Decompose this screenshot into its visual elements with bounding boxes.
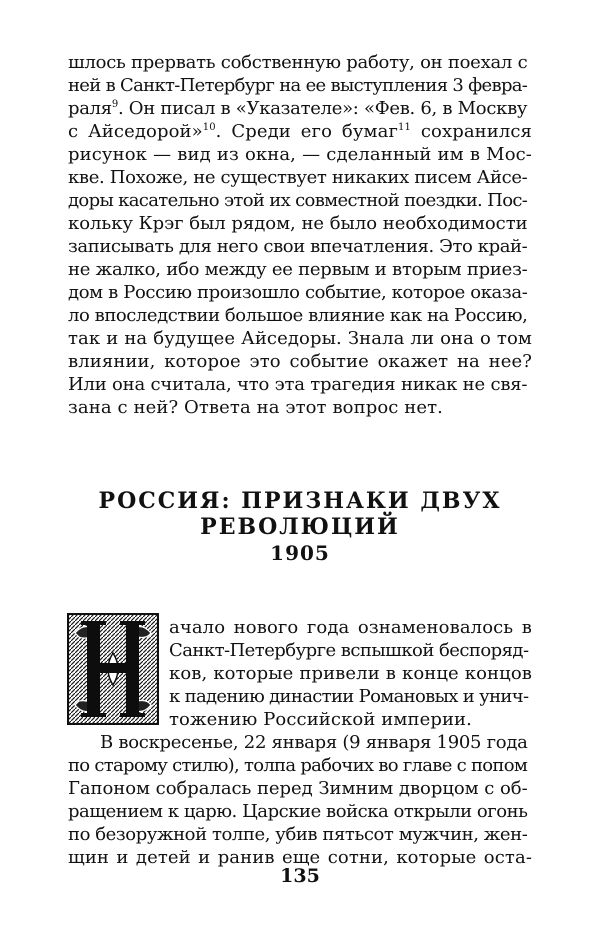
text-fragment: раля — [68, 98, 112, 119]
chapter-year: 1905 — [270, 541, 330, 565]
text-line: по старому стилю), толпа рабочих во главе с попом — [68, 755, 528, 776]
footnote-ref: 10 — [202, 122, 216, 133]
chapter-title-line2: РЕВОЛЮЦИЙ — [200, 514, 400, 540]
text-line: рисунок — вид из окна, — сделанный им в Мос- — [68, 144, 532, 165]
text-line: зана с ней? Ответа на этот вопрос нет. — [68, 397, 443, 418]
text-line: дом в Россию произошло событие, которое оказа- — [68, 282, 528, 303]
text-line: ков, которые привели в конце концов — [169, 663, 532, 684]
footnote-ref: 11 — [398, 122, 411, 133]
text-fragment: сохранился — [410, 121, 533, 142]
text-line: не жалко, ибо между ее первым и вторым приез- — [68, 259, 528, 280]
chapter-title-line1: РОССИЯ: ПРИЗНАКИ ДВУХ — [98, 488, 502, 514]
text-line: В воскресенье, 22 января (9 января 1905 года — [100, 732, 528, 753]
page-number: 135 — [280, 865, 320, 887]
text-line: по безоружной толпе, убив пятьсот мужчин, жен- — [68, 824, 528, 845]
text-line: доры касательно этой их совместной поездки. Пос- — [68, 190, 528, 211]
text-line: щин и детей и ранив еще сотни, которые оста- — [68, 847, 532, 868]
dropcap-letter — [159, 613, 160, 614]
footnote-ref: 9 — [111, 99, 118, 110]
text-line: шлось прервать собственную работу, он поехал с — [68, 52, 528, 73]
dropcap-ornament-icon — [67, 613, 159, 725]
text-line: влиянии, которое это событие окажет на нее? — [68, 351, 532, 372]
text-line: так и на будущее Айседоры. Знала ли она о том — [68, 328, 532, 349]
text-line: Санкт-Петербурге вспышкой беспоряд- — [169, 640, 529, 661]
ornamental-dropcap — [67, 613, 159, 725]
text-line: записывать для него свои впечатления. Это край- — [68, 236, 528, 257]
text-line: Или она считала, что эта трагедия никак не свя- — [68, 374, 528, 395]
text-line: кольку Крэг был рядом, не было необходимости — [68, 213, 528, 234]
text-line — [68, 121, 532, 143]
text-line: к падению династии Романовых и унич- — [169, 686, 529, 707]
text-fragment: . Среди его бумаг — [215, 121, 398, 142]
text-line: кве. Похоже, не существует никаких писем Айсе- — [68, 167, 528, 188]
text-line: Гапоном собралась перед Зимним дворцом с об- — [68, 778, 528, 799]
text-line: ней в Санкт-Петербург на ее выступления 3 февра- — [68, 75, 528, 96]
text-line — [68, 98, 527, 120]
text-fragment: с Айседорой» — [68, 121, 203, 142]
text-fragment: . Он писал в «Указателе»: «Фев. 6, в Москву — [117, 98, 528, 119]
text-line: ращением к царю. Царские войска открыли огонь — [68, 801, 528, 822]
text-line: тожению Российской империи. — [169, 709, 472, 730]
text-line: ло впоследствии большое влияние как на Россию, — [68, 305, 528, 326]
text-line: ачало нового года ознаменовалось в — [169, 617, 532, 638]
